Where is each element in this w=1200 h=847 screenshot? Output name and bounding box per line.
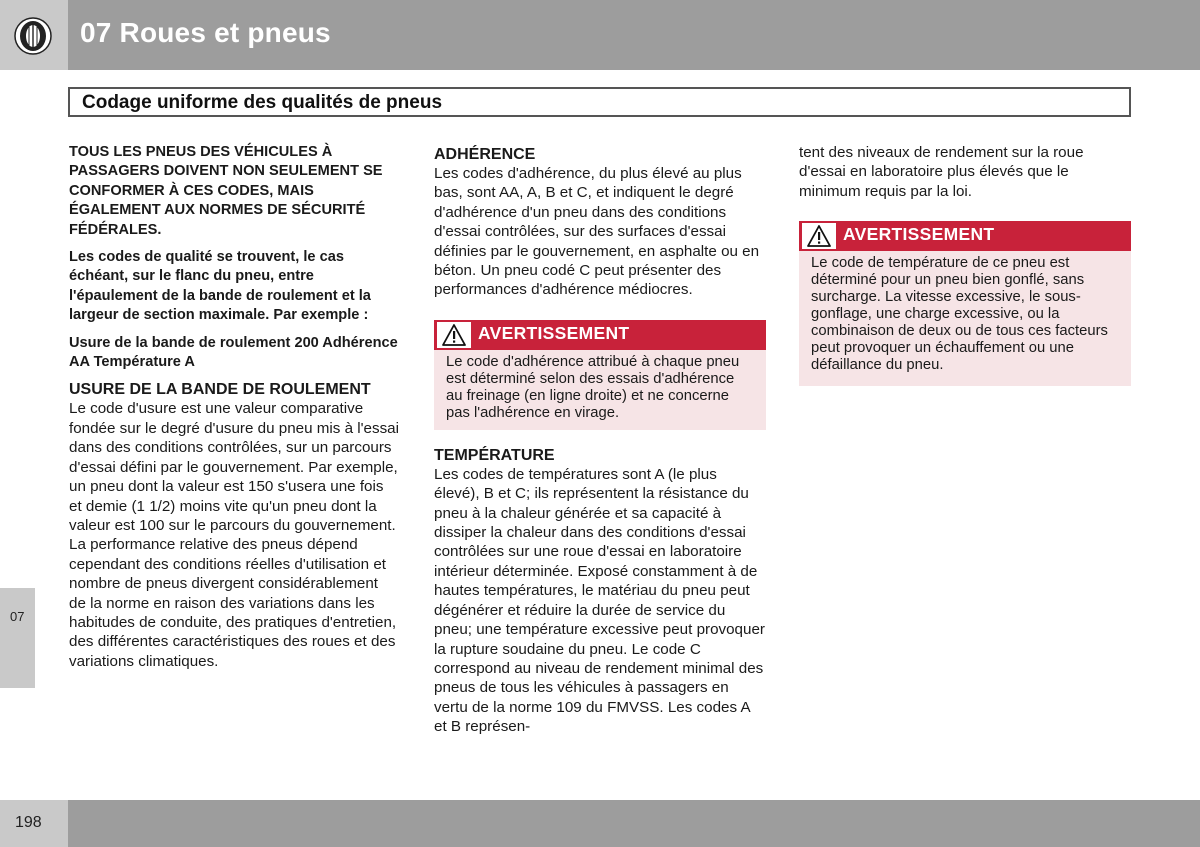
header-bar <box>68 0 1200 70</box>
warning-triangle-icon <box>442 324 466 346</box>
traction-heading: ADHÉRENCE <box>434 146 536 163</box>
section-heading-box <box>68 87 1131 117</box>
tire-icon <box>14 17 52 55</box>
column-2 <box>434 143 766 737</box>
caps-intro: TOUS LES PNEUS DES VÉHICULES À PASSAGERS DOIVENT NON SEULEMENT SE CONFORMER À CES CODES, MAIS ÉGALEMENT AUX NORMES DE SÉCURITÉ FÉDÉRALES. <box>69 144 383 238</box>
column-3 <box>799 143 1131 386</box>
example-codes: Usure de la bande de roulement 200 Adhérence AA Température A <box>69 334 398 371</box>
footer-bar <box>68 800 1200 847</box>
side-tab-label: 07 <box>10 609 25 624</box>
warning-triangle-icon <box>807 225 831 247</box>
page-number: 198 <box>15 814 42 831</box>
warning-header <box>434 320 766 350</box>
warning-title: AVERTISSEMENT <box>843 224 995 245</box>
treadwear-body: Le code d'usure est une valeur comparative fondée sur le degré d'usure du pneu mis à l'essai dans des conditions contrôlées, sur un parcours d'essai défini par le gouvernement. Par exemple, un pneu dont la valeur est 150 s'usera une fois et demie (1 1/2) moins vite qu'un pneu dont la valeur est 100 sur le parcours du gouvernement. La performance relative des pneus dépend cependant des conditions réelles d'utilisation et nombre de pneus divergent considérablement de la norme en raison des variations dans les habitudes de conduite, des pratiques d'entretien, des différentes caractéristiques des roues et des variations climatiques. <box>69 400 400 670</box>
treadwear-heading: USURE DE LA BANDE DE ROULEMENT <box>69 381 371 399</box>
temperature-body: Les codes de températures sont A (le plus élevé), B et C; ils représentent la résistance du pneu à la chaleur générée et sa capacité à dissiper la chaleur dans des conditions d'essai contrôlées sur une roue d'essai en laboratoire intérieur déterminée. Exposé constamment à de hautes températures, le matériau du pneu peut dégénérer et réduire la durée de service du pneu; une température excessive peut provoquer la rupture soudaine du pneu. Le code C correspond au niveau de rendement minimal des pneus de tous les véhicules à passagers en vertu de la norme 109 du FMVSS. Les codes A et B représen- <box>434 465 765 736</box>
section-title: Codage uniforme des qualités de pneus <box>82 92 443 113</box>
page-number-box <box>0 800 68 847</box>
column-1 <box>69 143 399 671</box>
warning-text: Le code d'adhérence attribué à chaque pneu est déterminé selon des essais d'adhérence au freinage (en ligne droite) et ne concerne pas l'adhérence en virage. <box>434 350 766 430</box>
traction-body: Les codes d'adhérence, du plus élevé au plus bas, sont AA, A, B et C, et indiquent le degré d'adhérence d'un pneu dans des conditions d'essai contrôlées, sur des surfaces d'essai définies par le gouvernement, en asphalte ou en béton. Un pneu codé C peut présenter des performances d'adhérence médiocres. <box>434 165 760 299</box>
traction-warning-box <box>434 320 766 430</box>
warning-title: AVERTISSEMENT <box>478 322 630 343</box>
quality-codes-location: Les codes de qualité se trouvent, le cas échéant, sur le flanc du pneu, entre l'épaulement de la bande de roulement et la largeur de section maximale. Par exemple : <box>69 249 371 324</box>
chapter-title: 07 Roues et pneus <box>80 17 331 48</box>
temperature-continuation: tent des niveaux de rendement sur la roue d'essai en laboratoire plus élevés que le minimum requis par la loi. <box>799 144 1084 200</box>
temperature-heading: TEMPÉRATURE <box>434 446 555 464</box>
warning-header <box>799 221 1131 251</box>
chapter-side-tab <box>0 588 35 688</box>
chapter-icon-box <box>0 0 68 70</box>
warning-text: Le code de température de ce pneu est déterminé pour un pneu bien gonflé, sans surcharge. La vitesse excessive, le sous-gonflage, une charge excessive, ou la combinaison de deux ou de tous ces facteurs peut provoquer un échauffement ou une défaillance du pneu. <box>799 251 1131 386</box>
temperature-warning-box <box>799 221 1131 386</box>
